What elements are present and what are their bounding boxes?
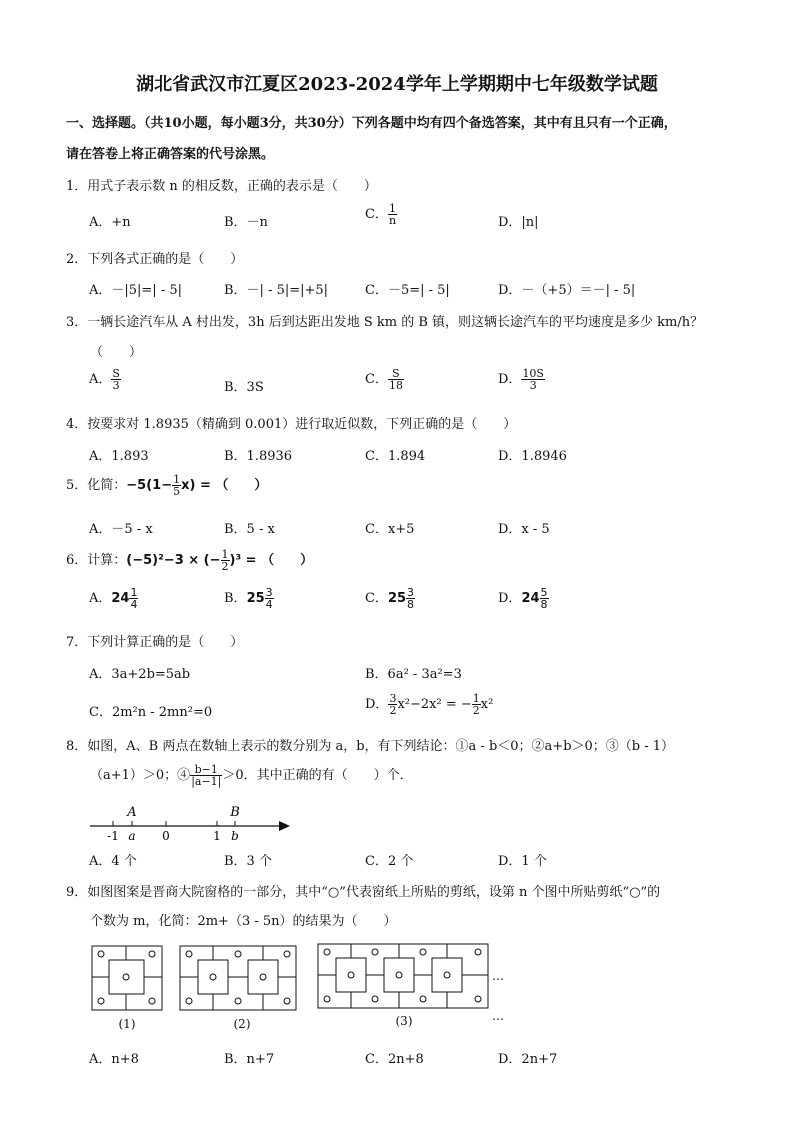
q8-option-b: B．3 个 <box>224 854 272 869</box>
q3-stem: 3．一辆长途汽车从 A 村出发，3h 后到达距出发地 S km 的 B 镇，则这辆长途汽车的平均速度是多少 km/h？ <box>66 315 704 330</box>
q6-option-a: A．24 $\frac{1}{4}$ <box>89 586 138 611</box>
point-a-label: A <box>127 805 137 820</box>
q4-option-d: D．1.8946 <box>498 449 567 464</box>
q2-option-b: B．－| - 5|=|+5| <box>224 283 329 298</box>
q7-stem: 7．下列计算正确的是（ ） <box>66 635 244 650</box>
figure-2-caption: (2) <box>233 1017 251 1031</box>
q1-stem: 1．用式子表示数 n 的相反数，正确的表示是（ ） <box>66 179 377 194</box>
q9-stem: 9．如图图案是晋商大院窗格的一部分，其中“○”代表窗纸上所贴的剪纸，设第 n 个图中所贴剪纸“○”的 <box>66 885 661 900</box>
q8-option-a: A．4 个 <box>89 854 137 869</box>
q4-stem: 4．按要求对 1.8935（精确到 0.001）进行取近似数，下列正确的是（ ） <box>66 417 517 432</box>
tick-b: b <box>231 829 239 843</box>
q9-option-c: C．2n+8 <box>365 1052 424 1067</box>
q2-stem: 2．下列各式正确的是（ ） <box>66 252 244 267</box>
q7-option-c: C．2m²n - 2mn²=0 <box>89 705 213 720</box>
q5-option-b: B．5 - x <box>224 522 275 537</box>
q5-stem: 5．化简：−5(1− $\frac{1}{5}$ x) = （ ） <box>66 473 268 498</box>
q4-option-a: A．1.893 <box>89 449 149 464</box>
q9-option-b: B．n+7 <box>224 1052 275 1067</box>
q9-option-d: D．2n+7 <box>498 1052 558 1067</box>
pattern-figure-2 <box>180 946 296 1010</box>
tick-minus-one: -1 <box>107 829 119 843</box>
figure-1-caption: (1) <box>118 1017 136 1031</box>
figure-3-caption: (3) <box>395 1014 413 1028</box>
tick-one: 1 <box>213 829 221 843</box>
q2-option-d: D．－（+5）＝－| - 5| <box>498 283 636 298</box>
q9-stem-cont: 个数为 m，化简：2m+（3 - 5n）的结果为（ ） <box>90 914 397 929</box>
q4-option-b: B．1.8936 <box>224 449 293 464</box>
q2-option-a: A．－|5|=| - 5| <box>89 283 182 298</box>
q6-option-c: C．25 $\frac{3}{8}$ <box>365 586 415 611</box>
q3-option-a: A． $\frac{S}{3}$ <box>89 367 120 392</box>
section-heading-cont: 请在答卷上将正确答案的代号涂黑。 <box>66 147 275 162</box>
q8-stem-cont: （a+1）＞0；④ $\frac{b-1}{|a-1|}$ ＞0．其中正确的有（ ）个． <box>90 763 413 788</box>
q4-option-c: C．1.894 <box>365 449 426 464</box>
q3-option-c: C． $\frac{S}{18}$ <box>365 367 403 392</box>
q3-option-d: D． $\frac{10S}{3}$ <box>498 367 544 392</box>
q8-stem: 8．如图，A、B 两点在数轴上表示的数分别为 a，b，有下列结论：①a - b＜0；②a+b＞0；③（b - 1） <box>66 739 675 754</box>
q7-option-d: D． $\frac{3}{2}$ x²−2x² = − $\frac{1}{2}$ x² <box>365 692 494 717</box>
q7-option-a: A．3a+2b=5ab <box>89 667 191 682</box>
q1-option-d: D．|n| <box>498 215 539 230</box>
window-pattern-figure <box>88 940 518 1040</box>
tick-zero: 0 <box>162 829 170 843</box>
q1-option-a: A．+n <box>89 215 131 230</box>
q9-option-a: A．n+8 <box>89 1052 139 1067</box>
q5-option-d: D．x - 5 <box>498 522 550 537</box>
q3-stem-cont: （ ） <box>90 345 143 360</box>
q6-option-d: D．24 $\frac{5}{8}$ <box>498 586 548 611</box>
pattern-figure-1 <box>92 946 162 1010</box>
q7-option-b: B．6a² - 3a²=3 <box>365 667 462 682</box>
section-heading: 一、选择题。（共10小题，每小题3分，共30分）下列各题中均有四个备选答案，其中有且只有一个正确， <box>66 116 677 131</box>
q1-option-b: B．－n <box>224 215 268 230</box>
number-line-figure <box>86 800 296 844</box>
q8-option-c: C．2 个 <box>365 854 414 869</box>
tick-a: a <box>128 829 136 843</box>
ellipsis-right: … <box>492 969 504 983</box>
page-title: 湖北省武汉市江夏区2023-2024学年上学期期中七年级数学试题 <box>136 74 658 95</box>
q8-option-d: D．1 个 <box>498 854 547 869</box>
q5-option-c: C．x+5 <box>365 522 415 537</box>
q1-option-c: C． $\frac{1}{n}$ <box>365 202 397 227</box>
ellipsis-bottom: … <box>492 1009 504 1023</box>
q6-option-b: B．25 $\frac{3}{4}$ <box>224 586 273 611</box>
pattern-figure-3 <box>318 944 488 1008</box>
q2-option-c: C．－5=| - 5| <box>365 283 450 298</box>
q6-stem: 6．计算：(−5)²−3 × (− $\frac{1}{2}$ )³ = （ ） <box>66 548 314 573</box>
point-b-label: B <box>230 805 240 820</box>
q5-option-a: A．－5 - x <box>89 522 153 537</box>
q3-option-b: B．3S <box>224 380 264 395</box>
